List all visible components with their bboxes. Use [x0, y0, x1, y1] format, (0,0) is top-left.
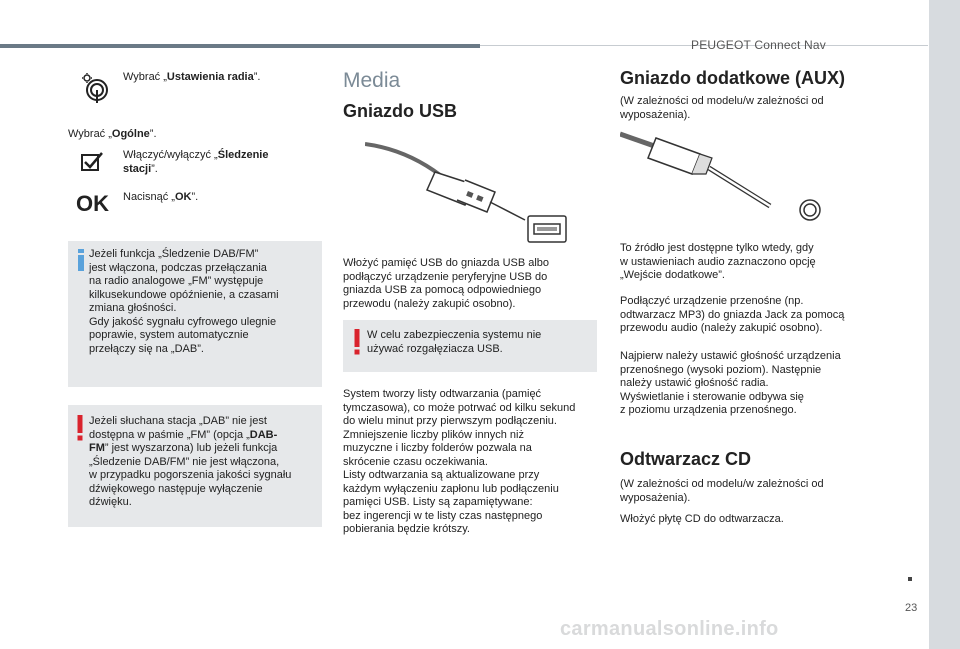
radio-settings-icon — [80, 70, 114, 104]
ok-icon: OK — [76, 191, 109, 216]
continuation-dot — [908, 577, 912, 581]
warning-note-box — [68, 405, 322, 527]
info-note-icon — [78, 249, 84, 271]
page-header-title: PEUGEOT Connect Nav — [691, 38, 826, 52]
cd-availability: (W zależności od modelu/w zależności od wyposażenia). — [620, 478, 824, 504]
checkbox-icon — [80, 151, 104, 173]
info-note-box — [68, 241, 322, 387]
watermark: carmanualsonline.info — [560, 618, 779, 640]
warning-icon — [76, 415, 84, 441]
top-rule — [0, 44, 480, 48]
radio-settings-instruction: Wybrać „Ustawienia radia”. — [123, 71, 261, 83]
aux-jack-illustration — [620, 128, 830, 228]
aux-availability: (W zależności od modelu/w zależności od wyposażenia). — [620, 95, 824, 121]
page-side-band — [929, 0, 960, 649]
aux-connect-info: Podłączyć urządzenie przenośne (np. odtwarzacz MP3) do gniazda Jack za pomocą przewodu audio (należy zakupić osobno). — [620, 295, 845, 334]
info-note-text: Jeżeli funkcja „Śledzenie DAB/FM” jest włączona, podczas przełączania na radio analogowe „FM” występuje kilkusekundowe opóźnienie, a czasami zmiana głośności. Gdy jakość sygnału cyfrowego ulegnie poprawie, system automatycznie przełączy się na „DAB”. — [89, 248, 279, 355]
usb-plug-illustration — [365, 130, 575, 250]
warning-icon — [353, 329, 361, 355]
usb-instructions: Włożyć pamięć USB do gniazda USB albo podłączyć urządzenie peryferyjne USB do gniazda USB za pomocą odpowiedniego przewodu (należy zakupić osobno). — [343, 257, 550, 310]
playlist-info: System tworzy listy odtwarzania (pamięć tymczasowa), co może potrwać od kilku sekund do wielu minut przy pierwszym podłączeniu. Zmniejszenie liczby plików innych niż muzyczne i liczby folderów pozwala na skrócenie czasu oczekiwania. Listy odtwarzania są aktualizowane przy każdym wyłączeniu zapłonu lub podłączeniu pamięci USB. Listy są zapamiętywane: bez ingerencji w te listy czas następnego pobierania będzie krótszy. — [343, 388, 576, 535]
warning-note-text: Jeżeli słuchana stacja „DAB” nie jest dostępna w paśmie „FM” (opcja „DAB- FM” jest wyszarzona) lub jeżeli funkcja „Śledzenie DAB/FM” nie jest włączona, w przypadku pogorszenia jakości sygnału dźwiękowego następuje wyłączenie dźwięku. — [89, 415, 292, 508]
page-number: 23 — [905, 602, 918, 614]
cd-instruction: Włożyć płytę CD do odtwarzacza. — [620, 513, 784, 525]
usb-heading: Gniazdo USB — [343, 101, 458, 121]
aux-source-info: To źródło jest dostępne tylko wtedy, gdy w ustawieniach audio zaznaczono opcję „Wejście dodatkowe”. — [620, 242, 816, 281]
media-heading: Media — [343, 69, 401, 92]
usb-warning-text: W celu zabezpieczenia systemu nie używać rozgałęziacza USB. — [367, 329, 542, 355]
cd-heading: Odtwarzacz CD — [620, 449, 752, 469]
aux-volume-info: Najpierw należy ustawić głośność urządzenia przenośnego (wysoki poziom). Następnie należy ustawić głośność radia. Wyświetlanie i sterowanie odbywa się z poziomu urządzenia przenośnego. — [620, 350, 841, 416]
aux-heading: Gniazdo dodatkowe (AUX) — [620, 68, 845, 88]
tracking-instruction: Włączyć/wyłączyć „Śledzenie stacji”. — [123, 149, 269, 175]
ok-instruction: Nacisnąć „OK”. — [123, 191, 199, 203]
usb-warning-box — [343, 320, 597, 372]
general-instruction: Wybrać „Ogólne”. — [68, 128, 157, 140]
